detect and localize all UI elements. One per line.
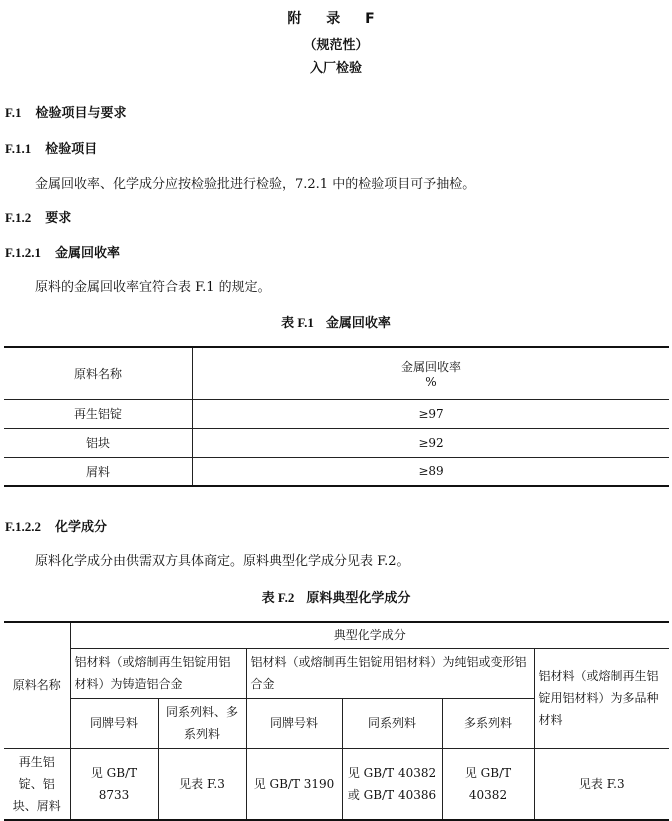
header-typical-composition: 典型化学成分	[70, 622, 669, 648]
table-name: 金属回收率	[325, 316, 391, 331]
cell-rate: ≥97	[193, 399, 670, 428]
table-f2	[4, 621, 669, 821]
cell-cast-series: 见表 F.3	[158, 748, 246, 820]
header-wrought-same-series: 同系列料	[342, 698, 442, 748]
appendix-title: 附 录 F	[287, 11, 385, 27]
table-f1	[4, 346, 669, 487]
table-f2-title	[0, 587, 672, 606]
cell-wrought-same-series: 见 GB/T 40382 或 GB/T 40386	[342, 748, 442, 820]
paragraph-f1-2-1: 原料的金属回收率宜符合表 F.1 的规定。	[35, 280, 271, 295]
header-cast-series: 同系列料、多系列料	[158, 698, 246, 748]
heading-text: 检验项目与要求	[35, 106, 127, 121]
cell-material: 屑料	[4, 457, 193, 486]
heading-number: F.1.2.1	[5, 245, 41, 260]
header-rate	[193, 347, 670, 399]
cell-material: 铝块	[4, 428, 193, 457]
header-rate-unit: %	[425, 374, 437, 389]
cell-wrought-same-grade: 见 GB/T 3190	[246, 748, 342, 820]
table-row	[4, 457, 669, 486]
table-number: 表 F.2	[261, 590, 295, 605]
cell-rate: ≥89	[193, 457, 670, 486]
heading-f1-2	[5, 207, 71, 226]
header-rate-label: 金属回收率	[400, 359, 461, 374]
table-header-row	[4, 648, 669, 698]
header-multi-material: 铝材料（或熔制再生铝锭用铝材料）为多品种材料	[534, 648, 669, 748]
header-cast-alloy: 铝材料（或熔制再生铝锭用铝材料）为铸造铝合金	[70, 648, 246, 698]
table-name: 原料典型化学成分	[306, 591, 411, 606]
heading-text: 要求	[45, 211, 72, 226]
header-cast-same-grade: 同牌号料	[70, 698, 158, 748]
table-number: 表 F.1	[281, 315, 314, 330]
cell-wrought-multi-series: 见 GB/T 40382	[442, 748, 534, 820]
table-row	[4, 399, 669, 428]
heading-text: 化学成分	[55, 520, 108, 535]
cell-material: 再生铝锭	[4, 399, 193, 428]
cell-rate: ≥92	[193, 428, 670, 457]
header-wrought-multi-series: 多系列料	[442, 698, 534, 748]
heading-text: 金属回收率	[55, 246, 121, 261]
table-row	[4, 428, 669, 457]
heading-number: F.1.2.2	[5, 519, 41, 534]
header-material: 原料名称	[4, 622, 70, 748]
appendix-name: 入厂检验	[309, 61, 362, 76]
heading-number: F.1	[5, 105, 22, 120]
cell-material: 再生铝锭、铝块、屑料	[4, 748, 70, 820]
cell-multi-material: 见表 F.3	[534, 748, 669, 820]
header-wrought-alloy: 铝材料（或熔制再生铝锭用铝材料）为纯铝或变形铝合金	[246, 648, 534, 698]
heading-number: F.1.1	[5, 141, 32, 156]
paragraph-f1-1: 金属回收率、化学成分应按检验批进行检验，7.2.1 中的检验项目可予抽检。	[35, 177, 476, 192]
table-row	[4, 748, 669, 820]
heading-f1-1	[5, 138, 97, 157]
table-header-row	[4, 347, 669, 399]
paragraph-f1-2-2: 原料化学成分由供需双方具体商定。原料典型化学成分见表 F.2。	[35, 554, 410, 569]
header-material: 原料名称	[4, 347, 193, 399]
heading-text: 检验项目	[45, 142, 98, 157]
heading-f1-2-1	[5, 242, 120, 261]
cell-cast-same-grade: 见 GB/T 8733	[70, 748, 158, 820]
header-wrought-same-grade: 同牌号料	[246, 698, 342, 748]
table-header-row	[4, 622, 669, 648]
heading-number: F.1.2	[5, 210, 32, 225]
table-f1-title	[0, 312, 672, 331]
appendix-normative-label: （规范性）	[303, 38, 369, 53]
heading-f1-2-2	[5, 516, 107, 535]
heading-f1	[5, 102, 127, 121]
